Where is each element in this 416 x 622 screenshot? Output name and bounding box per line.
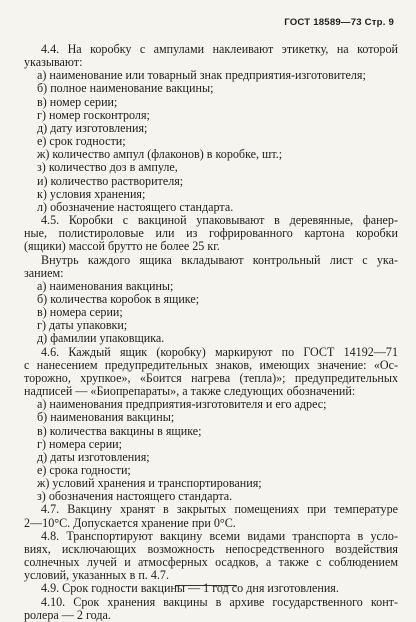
text-line: надписей — «Биопрепараты», а также следующих обозначений: — [24, 385, 356, 399]
text-line: ролера — 2 года. — [24, 608, 111, 622]
text-line: 4.9. Срок годности вакцины — 1 год со дня изготовления. — [41, 582, 339, 596]
text-line: 4.7. Вакцину хранят в закрытых помещениях при температуре — [41, 503, 398, 517]
text-line: к) условия хранения; — [37, 187, 146, 201]
text-line: з) обозначения настоящего стандарта. — [37, 490, 233, 504]
text-line: торожно, хрупкое», «Боится нагрева (тепла)»; предупредительных — [24, 371, 398, 385]
text-line: ж) количество ампул (флаконов) в коробке, шт.; — [37, 148, 283, 162]
text-line: г) номер госконтроля; — [37, 108, 150, 122]
text-line: е) срок годности; — [37, 135, 126, 149]
text-line: б) количества коробок в ящике; — [37, 292, 200, 306]
document-body — [24, 43, 398, 622]
text-line: 2—10°С. Допускается хранение при 0°С. — [24, 516, 236, 530]
text-line: (ящики) массой брутто не более 25 кг. — [24, 240, 220, 254]
text-line: г) номера серии; — [37, 437, 122, 451]
text-line: а) наименования предприятия-изготовителя и его адрес; — [37, 398, 327, 412]
text-line: 4.6. Каждый ящик (коробку) маркируют по ГОСТ 14192—71 — [41, 345, 398, 359]
text-line: солнечных лучей и атмосферных осадков, а также с соблюдением — [24, 556, 398, 570]
text-line: условий, указанных в п. 4.7. — [24, 569, 169, 583]
text-line: 4.5. Коробки с вакциной упаковывают в деревянные, фанер- — [41, 214, 398, 228]
text-line: в) номер серии; — [37, 95, 118, 109]
text-line: ж) условий хранения и транспортирования; — [37, 477, 262, 491]
text-line: виях, исключающих возможность непосредственного воздействия — [24, 542, 398, 556]
text-line: з) количество доз в ампуле, — [37, 161, 178, 175]
text-line: и) количество растворителя; — [37, 174, 184, 188]
text-line: ные, полистироловые или из гофрированного картона коробки — [24, 227, 398, 241]
text-line: с нанесением предупредительных знаков, имеющих значение: «Ос- — [24, 358, 398, 372]
text-line: д) фамилии упаковщика. — [37, 332, 165, 346]
page-header: ГОСТ 18589—73 Стр. 9 — [284, 17, 394, 28]
text-line: занием: — [24, 266, 64, 280]
text-line: б) полное наименование вакцины; — [37, 82, 214, 96]
text-line: 4.4. На коробку с ампулами наклеивают этикетку, на которой — [41, 43, 398, 56]
text-line: л) обозначение настоящего стандарта. — [37, 200, 234, 214]
text-line: в) номера серии; — [37, 306, 123, 320]
text-line: а) наименования вакцины; — [37, 279, 174, 293]
text-line: г) даты упаковки; — [37, 319, 128, 333]
text-line: указывают: — [24, 56, 83, 70]
text-line: Внутрь каждого ящика вкладывают контрольный лист с ука- — [41, 253, 398, 267]
end-rule — [175, 585, 237, 586]
text-line: б) наименования вакцины; — [37, 411, 175, 425]
text-line: 4.10. Срок хранения вакцины в архиве государственного конт- — [41, 595, 398, 609]
text-line: в) количества вакцины в ящике; — [37, 424, 202, 438]
text-line: е) срока годности; — [37, 464, 131, 477]
text-line: д) даты изготовления; — [37, 450, 150, 464]
text-line: а) наименование или товарный знак предприятия-изготовителя; — [37, 69, 366, 83]
text-line: 4.8. Транспортируют вакцину всеми видами транспорта в усло- — [41, 529, 398, 543]
text-line: д) дату изготовления; — [37, 121, 148, 135]
